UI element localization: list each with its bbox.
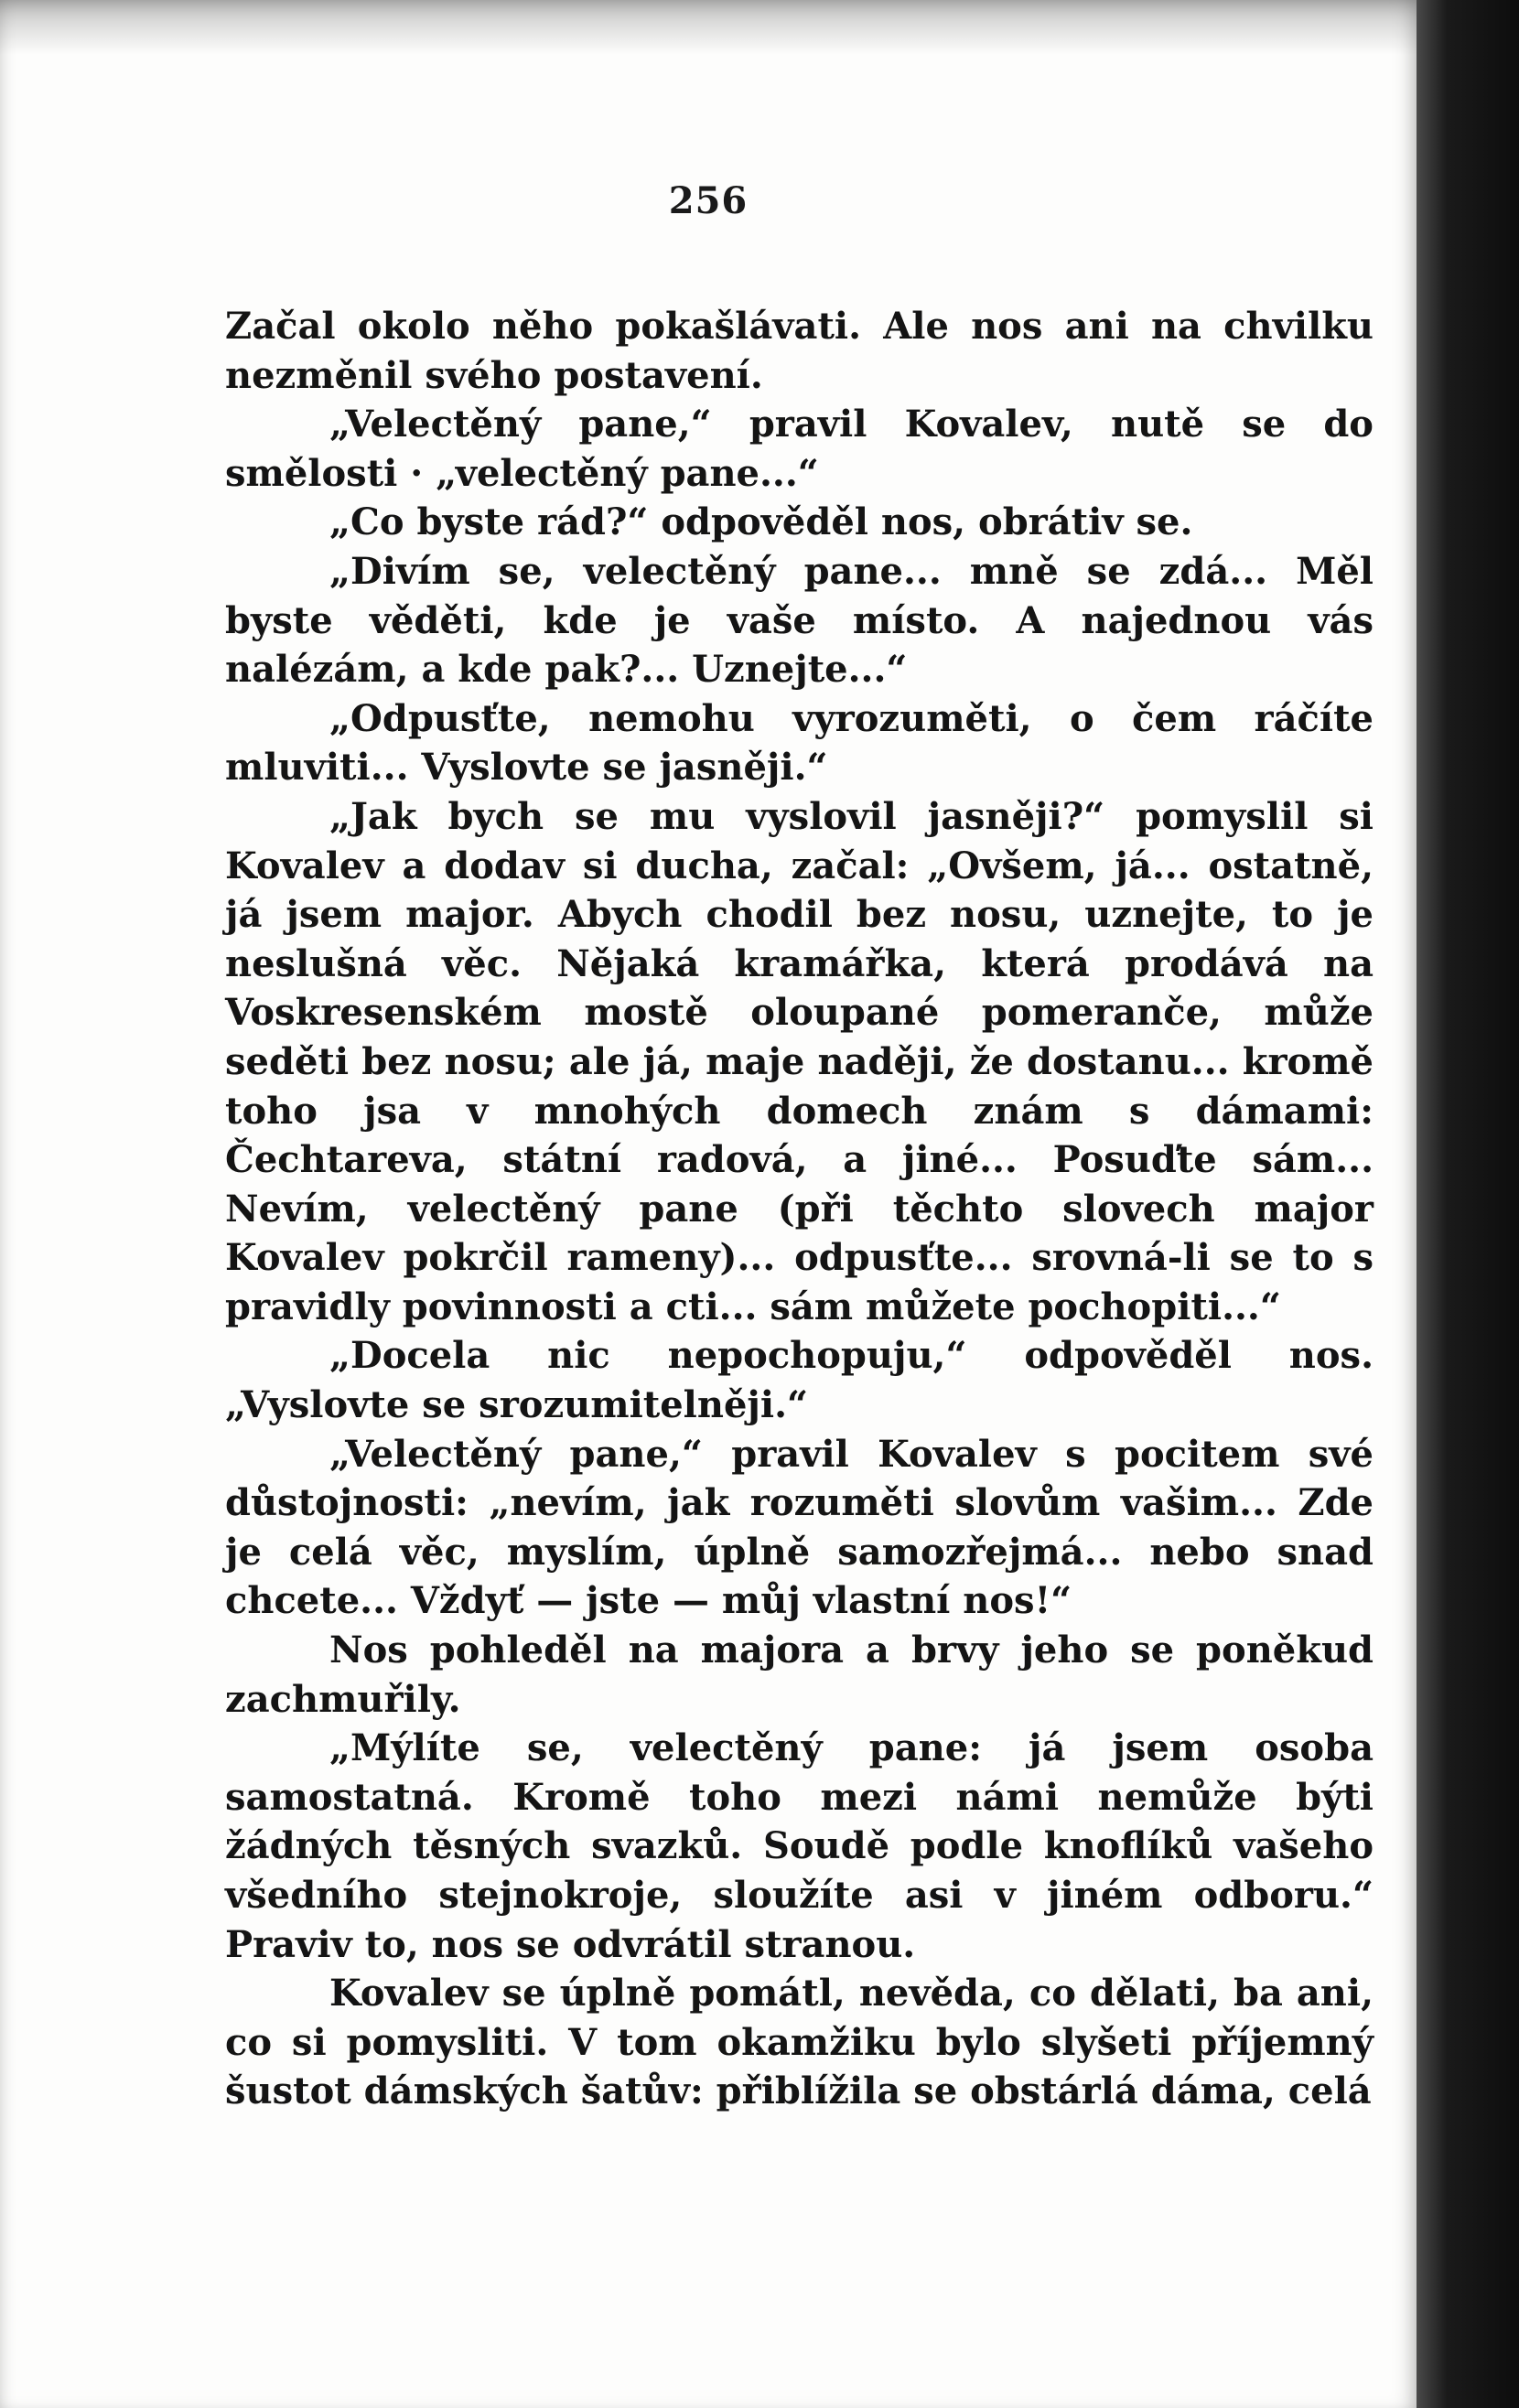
paragraph: „Velectěný pane,“ pravil Kovalev s pocitem své důstojnosti: „nevím, jak rozuměti slovům vašim... Zde je celá věc, myslím, úplně samozřejmá... nebo snad chcete... Vždyť — jste — můj vlastní nos!“ xyxy=(225,1432,1374,1623)
paragraph: „Co byste rád?“ odpověděl nos, obrátiv se. xyxy=(329,500,1193,544)
page-text xyxy=(225,302,1374,2116)
paragraph: „Mýlíte se, velectěný pane: já jsem osoba samostatná. Kromě toho mezi námi nemůže býti žádných těsných svazků. Soudě podle knoflíků vašeho všedního stejnokroje, sloužíte asi v jiném odboru.“ Praviv to, nos se odvrátil stranou. xyxy=(225,1726,1374,1966)
paragraph: Kovalev se úplně pomátl, nevěda, co dělati, ba ani, co si pomysliti. V tom okamžiku bylo slyšeti příjemný šustot dámských šatův: přiblížila se obstárlá dáma, celá xyxy=(225,1972,1374,2113)
paragraph: Nos pohleděl na majora a brvy jeho se poněkud zachmuřily. xyxy=(225,1629,1374,1721)
paragraph: „Odpusťte, nemohu vyrozuměti, o čem ráčíte mluviti... Vyslovte se jasněji.“ xyxy=(225,696,1374,790)
page-number: 256 xyxy=(668,179,749,222)
paragraph: „Velectěný pane,“ pravil Kovalev, nutě se do smělosti · „velectěný pane...“ xyxy=(225,403,1374,495)
paragraph: Začal okolo něho pokašlávati. Ale nos ani na chvilku nezměnil svého postavení. xyxy=(225,305,1374,397)
paragraph: „Docela nic nepochopuju,“ odpověděl nos. „Vyslovte se srozumitelněji.“ xyxy=(225,1334,1374,1427)
page-top-shadow xyxy=(0,0,1417,55)
book-gutter-shadow xyxy=(1417,0,1519,2408)
paragraph: „Jak bych se mu vyslovil jasněji?“ pomyslil si Kovalev a dodav si ducha, začal: „Ovšem, já... ostatně, já jsem major. Abych chodil bez nosu, uznejte, to je neslušná věc. Nějaká kramářka, která prodává na Voskresenském mostě oloupané pomeranče, může seděti bez nosu; ale já, maje naději, že dostanu... kromě toho jsa v mnohých domech znám s dámami: Čechtareva, státní radová, a jiné... Posuďte sám... Nevím, velectěný pane (při těchto slovech major Kovalev pokrčil rameny)... odpusťte... srovná-li se to s pravidly povinnosti a cti... sám můžete pochopiti...“ xyxy=(225,794,1374,1328)
paragraph: „Divím se, velectěný pane... mně se zdá... Měl byste věděti, kde je vaše místo. A najednou vás nalézám, a kde pak?... Uznejte...“ xyxy=(225,549,1374,692)
